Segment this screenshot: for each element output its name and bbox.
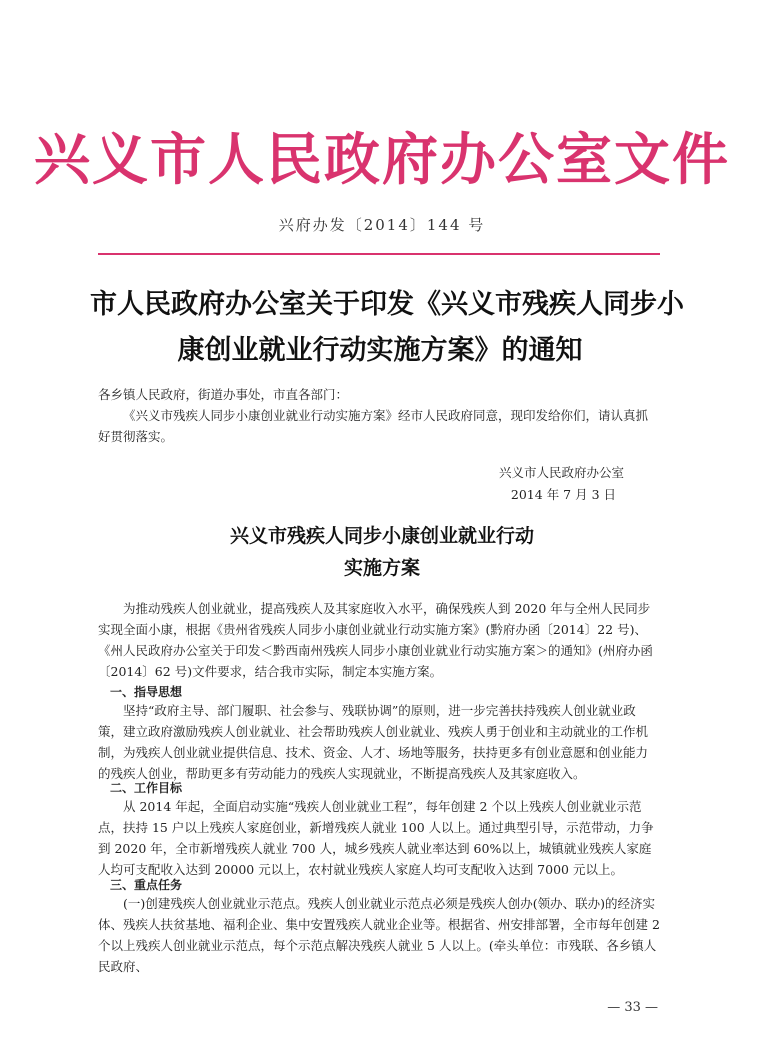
plan-title [0,520,764,584]
header-divider [98,253,660,255]
document-header-title: 兴义市人民政府办公室文件 [34,127,730,193]
section-text-1: 坚持“政府主导、部门履职、社会参与、残联协调”的原则，进一步完善扶持残疾人创业就业政策，建立政府激励残疾人创业就业、社会帮助残疾人创业就业、残疾人勇于创业和主动就业的工作机制，为残疾人创业就业提供信息、技术、资金、人才、场地等服务，扶持更多有创业意愿和创业能力的残疾人创业，帮助更多有劳动能力的残疾人实现就业，不断提高残疾人及其家庭收入。 [98,703,649,781]
plan-title-line-2: 实施方案 [343,557,420,579]
section-text-2: 从 2014 年起，全面启动实施“残疾人创业就业工程”，每年创建 2 个以上残疾人创业就业示范点，扶持 15 户以上残疾人家庭创业，新增残疾人就业 100 人以上。通过典型引导，示范带动，力争到 2020 年，全市新增残疾人就业 700 人，城乡残疾人就业率达到 60%以上，城镇就业残疾人家庭人均可支配收入达到 20000 元以上，农村就业残疾人家庭人均可支配收入达到 7000 元以上。 [98,799,654,877]
document-number: 兴府办发〔2014〕144 号 [278,216,486,234]
notice-title [90,282,684,374]
notice-body: 《兴义市残疾人同步小康创业就业行动实施方案》经市人民政府同意，现印发给你们，请认真抓好贯彻落实。 [98,408,649,444]
recipients-line: 各乡镇人民政府，街道办事处，市直各部门： [98,387,349,402]
notice-title-line-1: 市人民政府办公室关于印发《兴义市残疾人同步小 [90,289,684,320]
notice-title-line-2: 康创业就业行动实施方案》的通知 [177,335,583,366]
section-text-3: (一)创建残疾人创业就业示范点。残疾人创业就业示范点必须是残疾人创办(领办、联办)的经济实体、残疾人扶贫基地、福利企业、集中安置残疾人就业企业等。根据省、州安排部署，全市每年创建 2 个以上残疾人创业就业示范点，每个示范点解决残疾人就业 5 人以上。(牵头单位：市残联、各乡镇人民政府、 [98,896,660,974]
plan-title-line-1: 兴义市残疾人同步小康创业就业行动 [229,525,534,547]
section-heading-3: 三、重点任务 [110,878,183,892]
signature-org: 兴义市人民政府办公室 [498,465,624,480]
signature-date: 2014 年 7 月 3 日 [510,487,616,502]
plan-intro: 为推动残疾人创业就业，提高残疾人及其家庭收入水平，确保残疾人到 2020 年与全州人民同步实现全面小康，根据《贵州省残疾人同步小康创业就业行动实施方案》(黔府办函〔2014〕22 号)、《州人民政府办公室关于印发＜黔西南州残疾人同步小康创业就业行动实施方案＞的通知》(州府办函〔2014〕62 号)文件要求，结合我市实际，制定本实施方案。 [98,601,653,679]
section-heading-2: 二、工作目标 [110,781,183,795]
section-heading-1: 一、指导思想 [110,685,183,699]
page-number: — 33 — [607,1000,658,1015]
